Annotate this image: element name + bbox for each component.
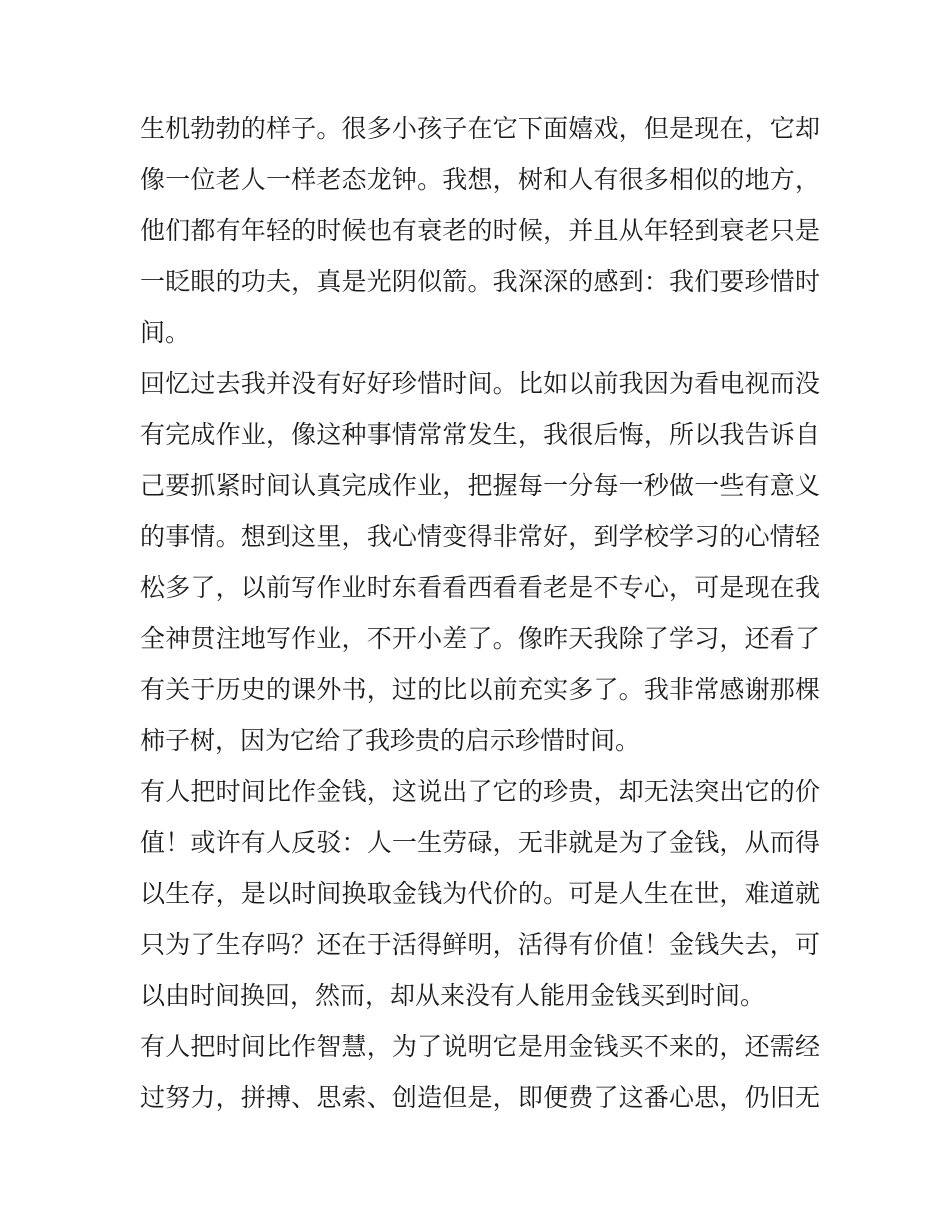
text-line: 松多了，以前写作业时东看看西看看老是不专心，可是现在我: [140, 573, 820, 602]
text-line: 有关于历史的课外书，过的比以前充实多了。我非常感谢那棵: [140, 675, 820, 704]
document-body: [140, 103, 820, 1123]
text-line: 全神贯注地写作业，不开小差了。像昨天我除了学习，还看了: [140, 624, 820, 653]
text-line: 己要抓紧时间认真完成作业，把握每一分每一秒做一些有意义: [140, 471, 820, 500]
paragraph-1: [140, 103, 820, 358]
text-line: 柿子树，因为它给了我珍贵的启示珍惜时间。: [140, 726, 641, 755]
text-line: 过努力，拼搏、思索、创造但是，即便费了这番心思，仍旧无: [140, 1083, 820, 1112]
paragraph-2: [140, 358, 820, 766]
text-line: 一眨眼的功夫，真是光阴似箭。我深深的感到：我们要珍惜时: [140, 267, 820, 296]
text-line: 像一位老人一样老态龙钟。我想，树和人有很多相似的地方，: [140, 165, 820, 194]
text-line: 回忆过去我并没有好好珍惜时间。比如以前我因为看电视而没: [140, 369, 820, 398]
text-line: 只为了生存吗？还在于活得鲜明，活得有价值！金钱失去，可: [140, 930, 820, 959]
text-line: 以生存，是以时间换取金钱为代价的。可是人生在世，难道就: [140, 879, 820, 908]
text-line: 间。: [140, 318, 191, 347]
text-line: 有完成作业，像这种事情常常发生，我很后悔，所以我告诉自: [140, 420, 820, 449]
text-line: 有人把时间比作智慧，为了说明它是用金钱买不来的，还需经: [140, 1032, 820, 1061]
text-line: 值！或许有人反驳：人一生劳碌，无非就是为了金钱，从而得: [140, 828, 820, 857]
text-line: 以由时间换回，然而，却从来没有人能用金钱买到时间。: [140, 981, 766, 1010]
text-line: 生机勃勃的样子。很多小孩子在它下面嬉戏，但是现在，它却: [140, 114, 820, 143]
paragraph-3: [140, 766, 820, 1021]
paragraph-4: [140, 1021, 820, 1123]
text-line: 的事情。想到这里，我心情变得非常好，到学校学习的心情轻: [140, 522, 820, 551]
text-line: 有人把时间比作金钱，这说出了它的珍贵，却无法突出它的价: [140, 777, 820, 806]
text-line: 他们都有年轻的时候也有衰老的时候，并且从年轻到衰老只是: [140, 216, 820, 245]
